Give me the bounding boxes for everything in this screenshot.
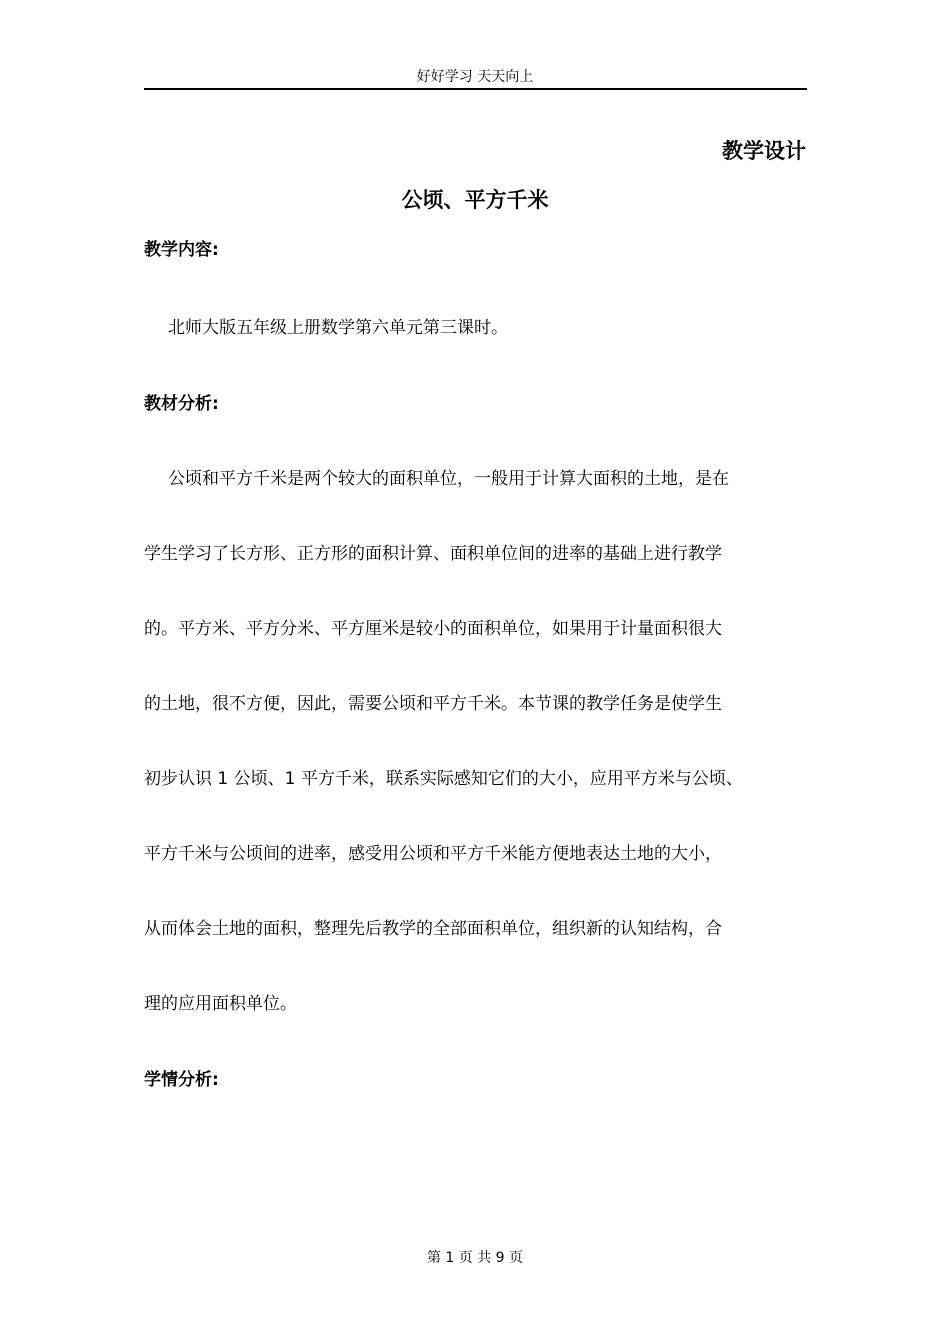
page-number: 第 1 页 共 9 页 (426, 1250, 524, 1266)
section-heading: 教学内容: (144, 240, 219, 260)
document-type-label: 教学设计 (722, 139, 806, 163)
paragraph-line: 初步认识 1 公顷、1 平方千米，联系实际感知它们的大小，应用平方米与公顷、 (144, 769, 743, 789)
paragraph-line: 的。平方米、平方分米、平方厘米是较小的面积单位，如果用于计量面积很大 (144, 619, 722, 639)
header-motto: 好好学习 天天向上 (416, 69, 534, 85)
paragraph-line: 从而体会土地的面积，整理先后教学的全部面积单位，组织新的认知结构，合 (144, 919, 722, 939)
paragraph-line: 学生学习了长方形、正方形的面积计算、面积单位间的进率的基础上进行教学 (144, 544, 722, 564)
paragraph-line: 理的应用面积单位。 (144, 994, 297, 1014)
paragraph-line: 平方千米与公顷间的进率，感受用公顷和平方千米能方便地表达土地的大小， (144, 844, 722, 864)
header-divider (144, 88, 807, 90)
paragraph-line: 北师大版五年级上册数学第六单元第三课时。 (168, 318, 508, 338)
paragraph-line: 公顷和平方千米是两个较大的面积单位，一般用于计算大面积的土地，是在 (168, 469, 729, 489)
document-title: 公顷、平方千米 (401, 188, 549, 212)
section-heading: 教材分析: (144, 394, 219, 414)
section-heading: 学情分析: (144, 1070, 219, 1090)
paragraph-line: 的土地，很不方便，因此，需要公顷和平方千米。本节课的教学任务是使学生 (144, 694, 722, 714)
